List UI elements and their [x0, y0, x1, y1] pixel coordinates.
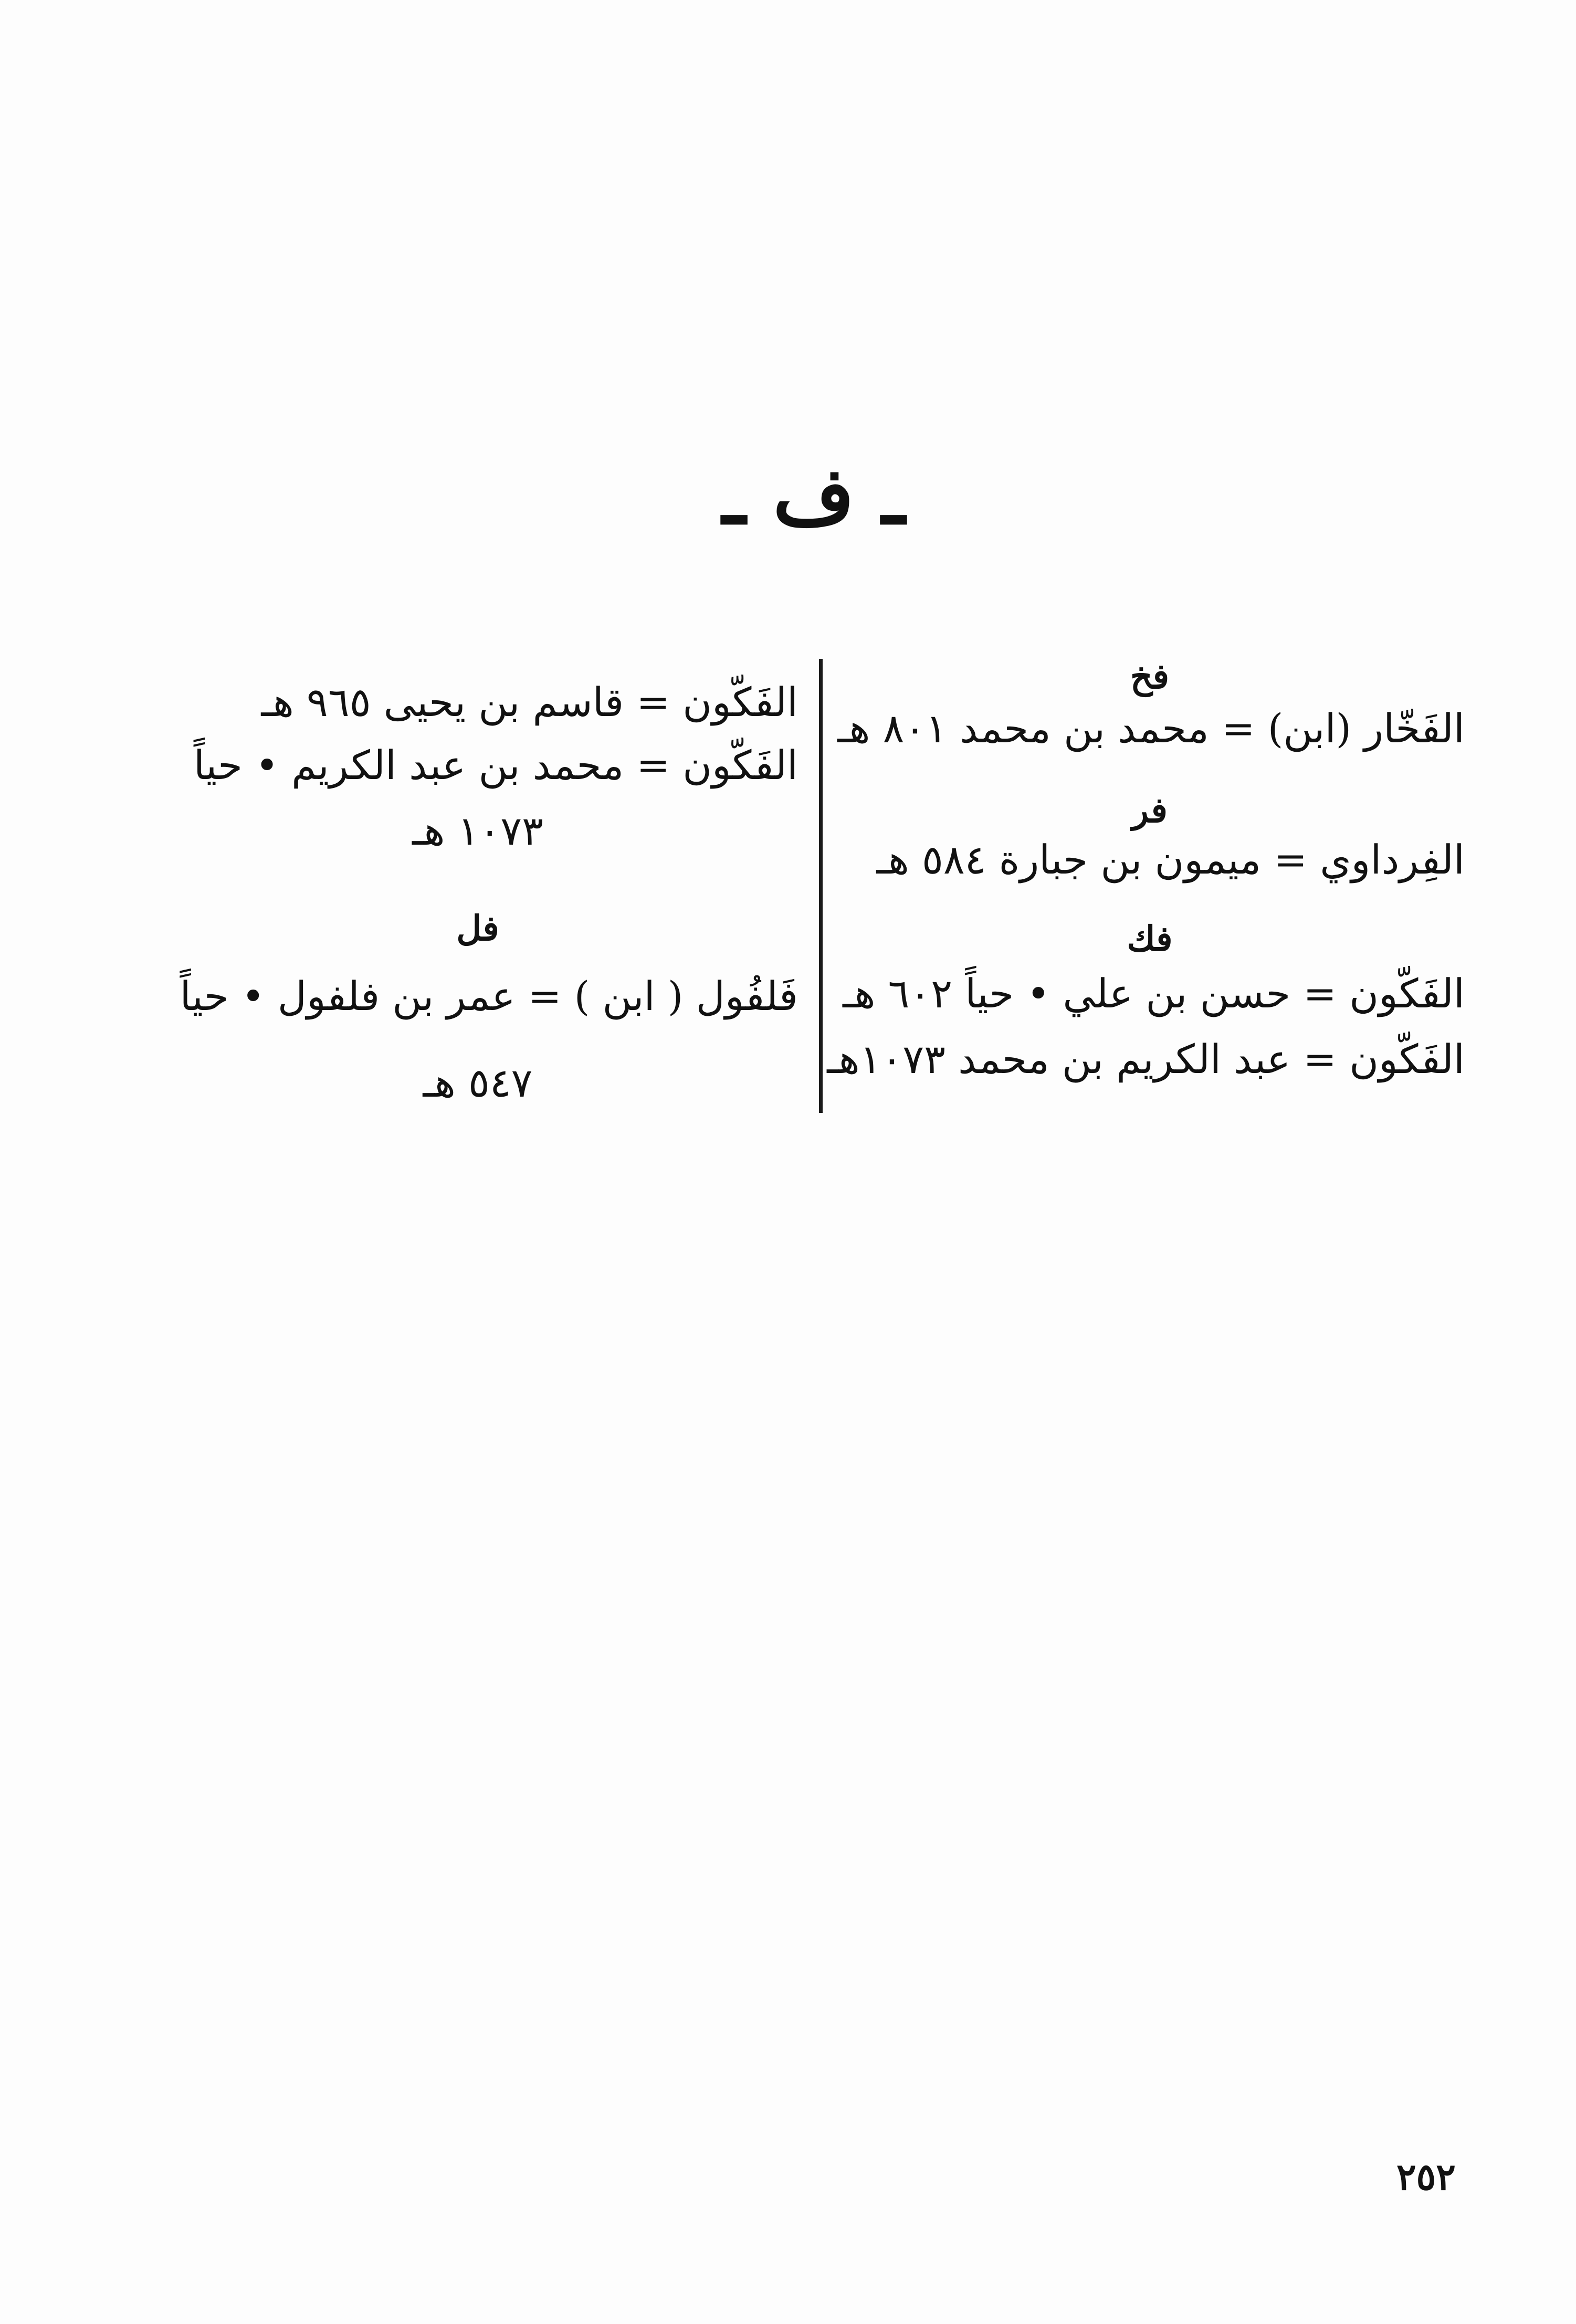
- right-column: [827, 0, 1465, 2324]
- letter-heading: ـ ف ـ: [722, 450, 905, 542]
- left-column: [157, 0, 798, 2324]
- entry-fakkun-qasim: الفَكّون = قاسم بن يحيى ٩٦٥ هـ: [261, 679, 798, 725]
- page-number: ٢٥٢: [1396, 2155, 1456, 2199]
- entry-fakkun-hasan: الفَكّون = حسن بن علي • حياً ٦٠٢ هـ: [843, 970, 1465, 1017]
- section-header-fr: فر: [1132, 790, 1168, 830]
- section-header-fkh: فخ: [1130, 656, 1170, 697]
- section-header-fl: فل: [456, 908, 499, 949]
- entry-falful: فَلفُول ( ابن ) = عمر بن فلفول • حياً: [180, 973, 798, 1019]
- entry-fakhkhar: الفَخّار (ابن) = محمد بن محمد ٨٠١ هـ: [837, 705, 1465, 752]
- entry-fakkun-muhammad-date: ١٠٧٣ هـ: [412, 807, 543, 854]
- entry-firdawi: الفِرداوي = ميمون بن جبارة ٥٨٤ هـ: [876, 836, 1465, 883]
- section-header-fk: فك: [1127, 918, 1173, 959]
- entry-fakkun-abdalkarim: الفَكّون = عبد الكريم بن محمد ١٠٧٣هـ: [827, 1036, 1465, 1082]
- column-divider: [819, 659, 823, 1113]
- entry-falful-date: ٥٤٧ هـ: [423, 1059, 533, 1106]
- entry-fakkun-muhammad: الفَكّون = محمد بن عبد الكريم • حياً: [193, 742, 798, 788]
